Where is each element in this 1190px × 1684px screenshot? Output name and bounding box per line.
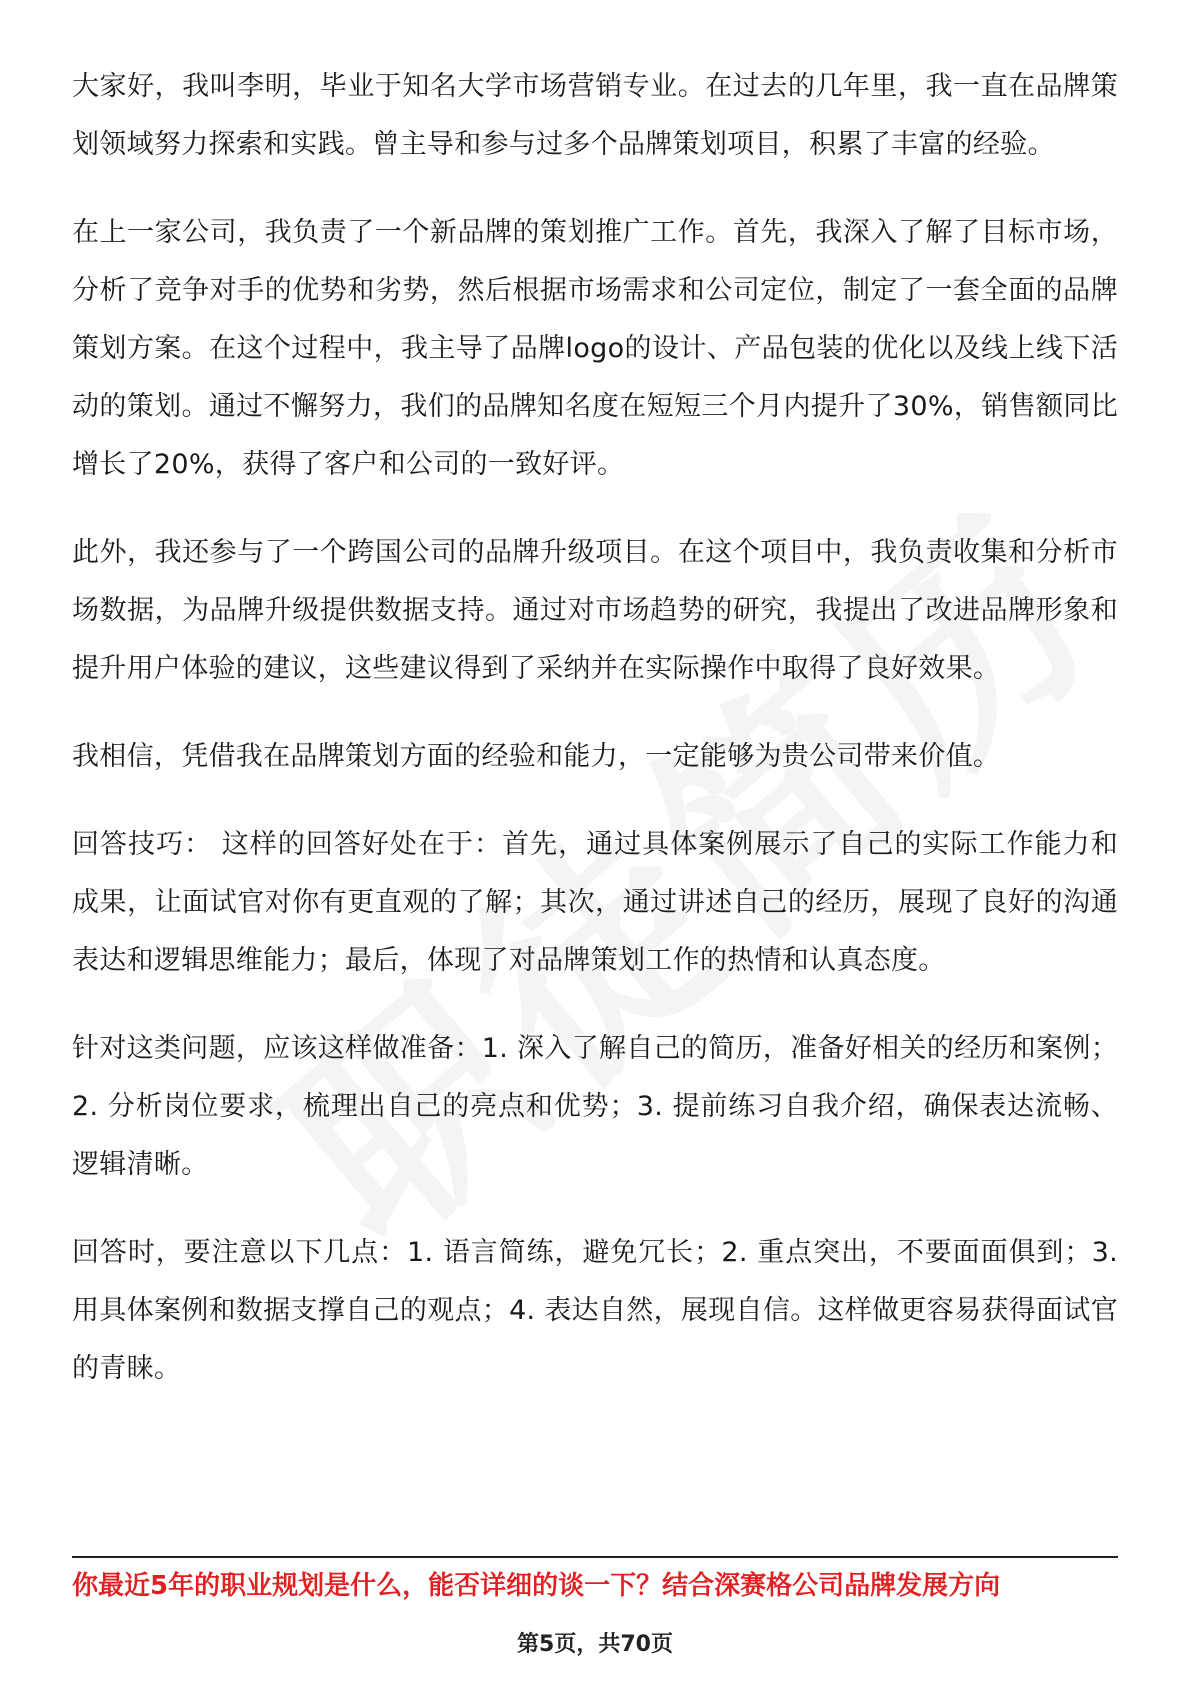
paragraph-preparation: 针对这类问题，应该这样做准备：1. 深入了解自己的简历，准备好相关的经历和案例；2. 分析岗位要求，梳理出自己的亮点和优势；3. 提前练习自我介绍，确保表达流畅、逻辑清晰。 bbox=[72, 1033, 1118, 1180]
paragraph-multinational-project: 此外，我还参与了一个跨国公司的品牌升级项目。在这个项目中，我负责收集和分析市场数据，为品牌升级提供数据支持。通过对市场趋势的研究，我提出了改进品牌形象和提升用户体验的建议，这些建议得到了采纳并在实际操作中取得了良好效果。 bbox=[72, 537, 1118, 684]
section-divider bbox=[72, 1556, 1118, 1558]
document-body bbox=[72, 58, 1118, 1428]
paragraph-answer-tips: 回答技巧： 这样的回答好处在于：首先，通过具体案例展示了自己的实际工作能力和成果，让面试官对你有更直观的了解；其次，通过讲述自己的经历，展现了良好的沟通表达和逻辑思维能力；最后，体现了对品牌策划工作的热情和认真态度。 bbox=[72, 829, 1118, 976]
paragraph-intro: 大家好，我叫李明，毕业于知名大学市场营销专业。在过去的几年里，我一直在品牌策划领域努力探索和实践。曾主导和参与过多个品牌策划项目，积累了丰富的经验。 bbox=[72, 71, 1118, 160]
paragraph-previous-company: 在上一家公司，我负责了一个新品牌的策划推广工作。首先，我深入了解了目标市场，分析了竞争对手的优势和劣势，然后根据市场需求和公司定位，制定了一套全面的品牌策划方案。在这个过程中，我主导了品牌logo的设计、产品包装的优化以及线上线下活动的策划。通过不懈努力，我们的品牌知名度在短短三个月内提升了30%，销售额同比增长了20%，获得了客户和公司的一致好评。 bbox=[72, 217, 1118, 480]
page-number: 第5页，共70页 bbox=[517, 1632, 673, 1657]
next-question-heading: 你最近5年的职业规划是什么，能否详细的谈一下？结合深赛格公司品牌发展方向 bbox=[72, 1571, 1001, 1601]
paragraph-notes: 回答时，要注意以下几点：1. 语言简练，避免冗长；2. 重点突出，不要面面俱到；3. 用具体案例和数据支撑自己的观点；4. 表达自然，展现自信。这样做更容易获得面试官的青睐。 bbox=[72, 1237, 1118, 1384]
paragraph-conclusion: 我相信，凭借我在品牌策划方面的经验和能力，一定能够为贵公司带来价值。 bbox=[72, 741, 1001, 772]
